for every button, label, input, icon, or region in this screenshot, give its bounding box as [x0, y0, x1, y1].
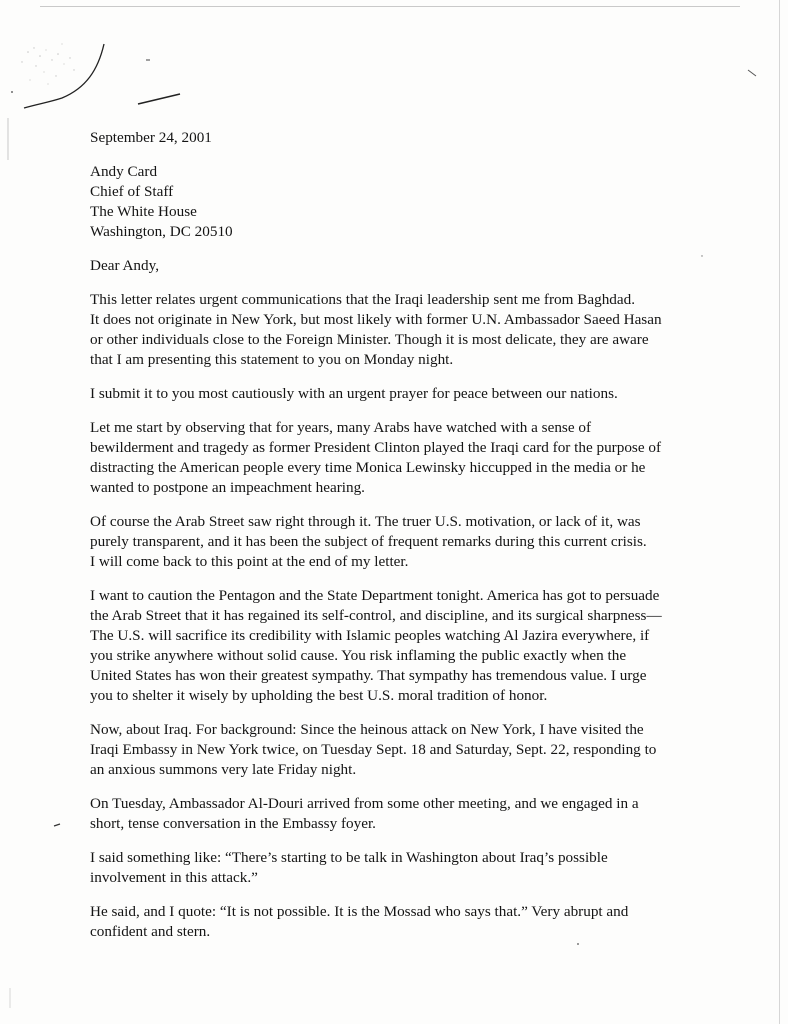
- paragraph: [90, 418, 750, 498]
- corner-smudge: [21, 43, 74, 84]
- text-line: Let me start by observing that for years, many Arabs have watched with a sense of: [90, 419, 592, 436]
- text-line: bewilderment and tragedy as former President Clinton played the Iraqi card for the purpose of: [90, 439, 662, 456]
- text-line: involvement in this attack.”: [90, 869, 258, 886]
- paragraph: [90, 720, 750, 780]
- text-line: It does not originate in New York, but most likely with former U.N. Ambassador Saeed Hasan: [90, 311, 662, 328]
- text-line: United States has won their greatest sympathy. That sympathy has tremendous value. I urge: [90, 667, 647, 684]
- recipient-address: [90, 162, 750, 242]
- text-line: Iraqi Embassy in New York twice, on Tuesday Sept. 18 and Saturday, Sept. 22, responding to: [90, 741, 657, 758]
- text-line: He said, and I quote: “It is not possible. It is the Mossad who says that.” Very abrupt and: [90, 903, 629, 920]
- text-line: short, tense conversation in the Embassy foyer.: [90, 815, 376, 832]
- margin-tick: [54, 824, 60, 826]
- paragraph: [90, 848, 750, 888]
- text-line: I said something like: “There’s starting to be talk in Washington about Iraq’s possible: [90, 849, 608, 866]
- text-line: Now, about Iraq. For background: Since the heinous attack on New York, I have visited the: [90, 721, 644, 738]
- address-line: Andy Card: [90, 163, 158, 180]
- paragraph: [90, 902, 750, 942]
- text-line: or other individuals close to the Foreign Minister. Though it is most delicate, they are aware: [90, 331, 649, 348]
- text-line: purely transparent, and it has been the subject of frequent remarks during this current crisis.: [90, 533, 647, 550]
- paragraph: [90, 794, 750, 834]
- top-rule: [40, 6, 740, 7]
- page-edge: [779, 0, 780, 1024]
- text-line: you to shelter it wisely by upholding the best U.S. moral tradition of honor.: [90, 687, 548, 704]
- paragraph: [90, 512, 750, 572]
- speck: [11, 91, 13, 93]
- pen-stroke-dash: [138, 94, 180, 104]
- letter-date: September 24, 2001: [90, 129, 212, 146]
- text-line: distracting the American people every time Monica Lewinsky hiccupped in the media or he: [90, 459, 646, 476]
- text-line: that I am presenting this statement to you on Monday night.: [90, 351, 454, 368]
- text-line: confident and stern.: [90, 923, 211, 940]
- address-line: Washington, DC 20510: [90, 223, 233, 240]
- text-line: The U.S. will sacrifice its credibility with Islamic peoples watching Al Jazira everywhere, if: [90, 627, 650, 644]
- text-line: wanted to postpone an impeachment hearing.: [90, 479, 365, 496]
- paragraph: [90, 384, 750, 404]
- text-line: I want to caution the Pentagon and the State Department tonight. America has got to persuade: [90, 587, 660, 604]
- text-line: I will come back to this point at the end of my letter.: [90, 553, 409, 570]
- paragraph: [90, 290, 750, 370]
- address-line: The White House: [90, 203, 197, 220]
- text-line: the Arab Street that it has regained its self-control, and discipline, and its surgical sharpness—: [90, 607, 662, 624]
- text-line: On Tuesday, Ambassador Al-Douri arrived from some other meeting, and we engaged in a: [90, 795, 639, 812]
- letter-body: [90, 128, 750, 956]
- text-line: you strike anywhere without solid cause. You risk inflaming the public exactly when the: [90, 647, 627, 664]
- text-line: I submit it to you most cautiously with an urgent prayer for peace between our nations.: [90, 385, 618, 402]
- text-line: an anxious summons very late Friday night.: [90, 761, 357, 778]
- paragraph: [90, 586, 750, 706]
- text-line: This letter relates urgent communications that the Iraqi leadership sent me from Baghdad.: [90, 291, 636, 308]
- address-line: Chief of Staff: [90, 183, 174, 200]
- salutation: Dear Andy,: [90, 257, 160, 274]
- text-line: Of course the Arab Street saw right through it. The truer U.S. motivation, or lack of it, was: [90, 513, 641, 530]
- pen-stroke-curve: [24, 44, 104, 108]
- corner-tick: [748, 70, 756, 76]
